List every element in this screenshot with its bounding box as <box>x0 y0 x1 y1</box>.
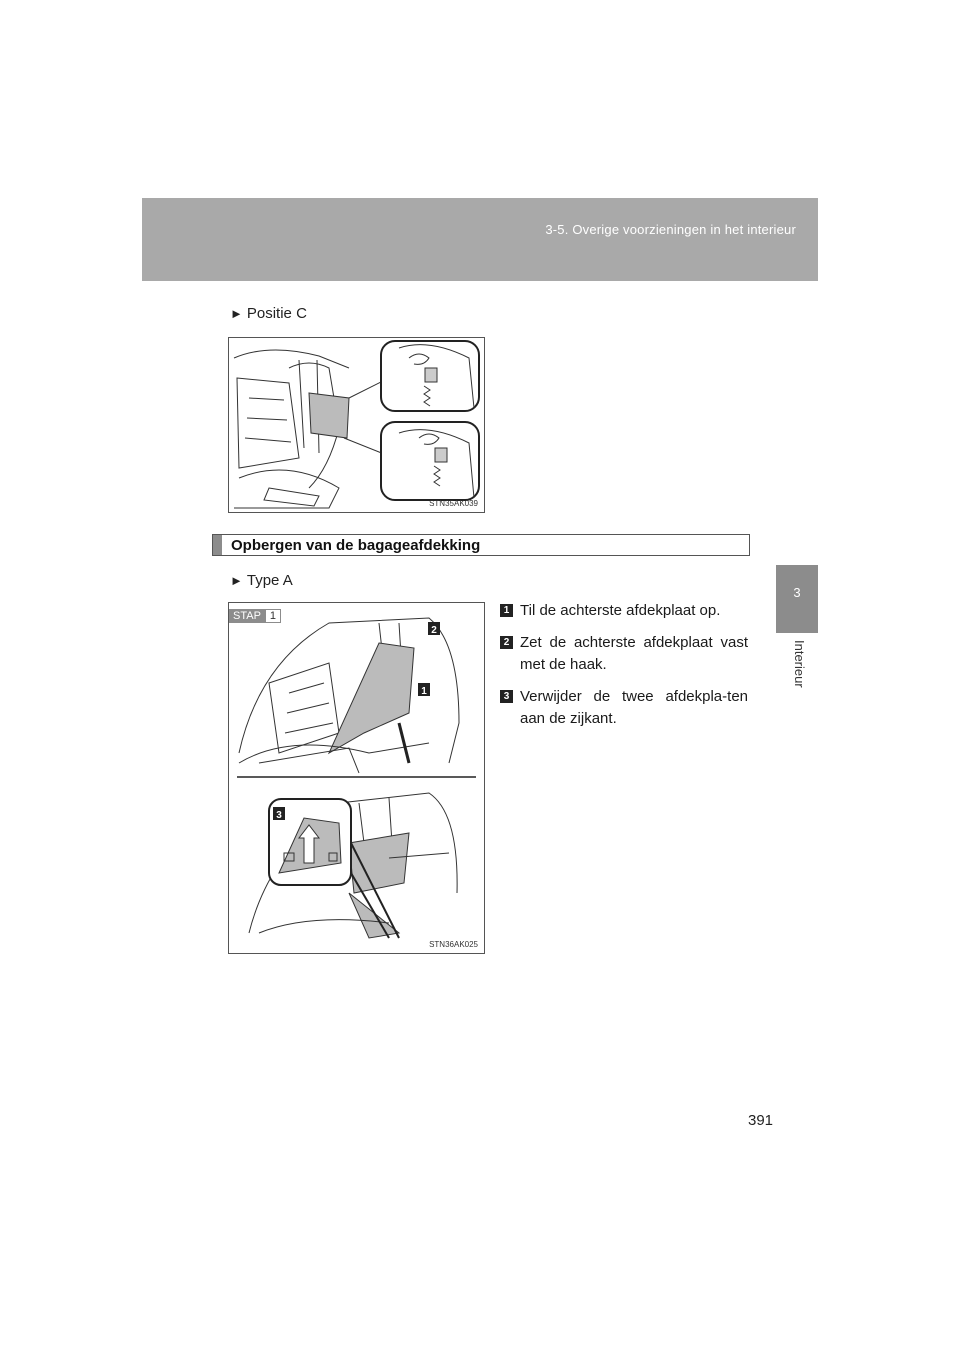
type-a-label: Type A <box>246 572 293 589</box>
step-item <box>500 686 748 730</box>
positie-c-heading <box>230 305 307 322</box>
triangle-bullet-icon: ► <box>230 306 243 321</box>
step-number-icon: 1 <box>500 604 513 617</box>
chapter-number: 3 <box>793 585 801 600</box>
step-badge-number: 1 <box>265 609 281 623</box>
step-number-icon: 3 <box>500 690 513 703</box>
steps-list <box>500 600 748 740</box>
step-number-icon: 2 <box>500 636 513 649</box>
step-text: Zet de achterste afdekplaat vast met de haak. <box>520 634 748 673</box>
page-header <box>142 198 818 281</box>
figure-code: STN36AK025 <box>429 940 478 949</box>
callout-2 <box>428 622 440 636</box>
callout-2-label: 2 <box>431 625 437 636</box>
callout-3-label: 3 <box>276 810 282 821</box>
section-heading <box>212 534 750 556</box>
step-item <box>500 600 748 622</box>
figure-code: STN35AK039 <box>429 499 478 508</box>
callout-3 <box>273 807 285 821</box>
section-title: 3-5. Overige voorzieningen in het interieur <box>545 222 796 237</box>
page-number: 391 <box>748 1112 774 1129</box>
step-text: Verwijder de twee afdekpla-ten aan de zijkant. <box>520 688 748 727</box>
step-text: Til de achterste afdekplaat op. <box>520 602 721 619</box>
callout-1 <box>418 683 430 697</box>
chapter-tab <box>776 565 818 633</box>
cargo-cover-storage-illustration <box>229 603 484 953</box>
figure-type-a <box>228 602 485 954</box>
type-a-heading <box>230 572 293 589</box>
cargo-cover-position-c-illustration <box>229 338 484 512</box>
section-heading-bar <box>213 535 222 555</box>
figure-positie-c <box>228 337 485 513</box>
step-badge <box>229 609 281 623</box>
step-item <box>500 632 748 676</box>
positie-c-label: Positie C <box>246 305 307 322</box>
callout-1-label: 1 <box>421 686 427 697</box>
step-badge-label: STAP <box>229 609 265 623</box>
section-heading-text: Opbergen van de bagageafdekking <box>231 537 481 554</box>
triangle-bullet-icon: ► <box>230 573 243 588</box>
chapter-label: Interieur <box>792 640 807 688</box>
